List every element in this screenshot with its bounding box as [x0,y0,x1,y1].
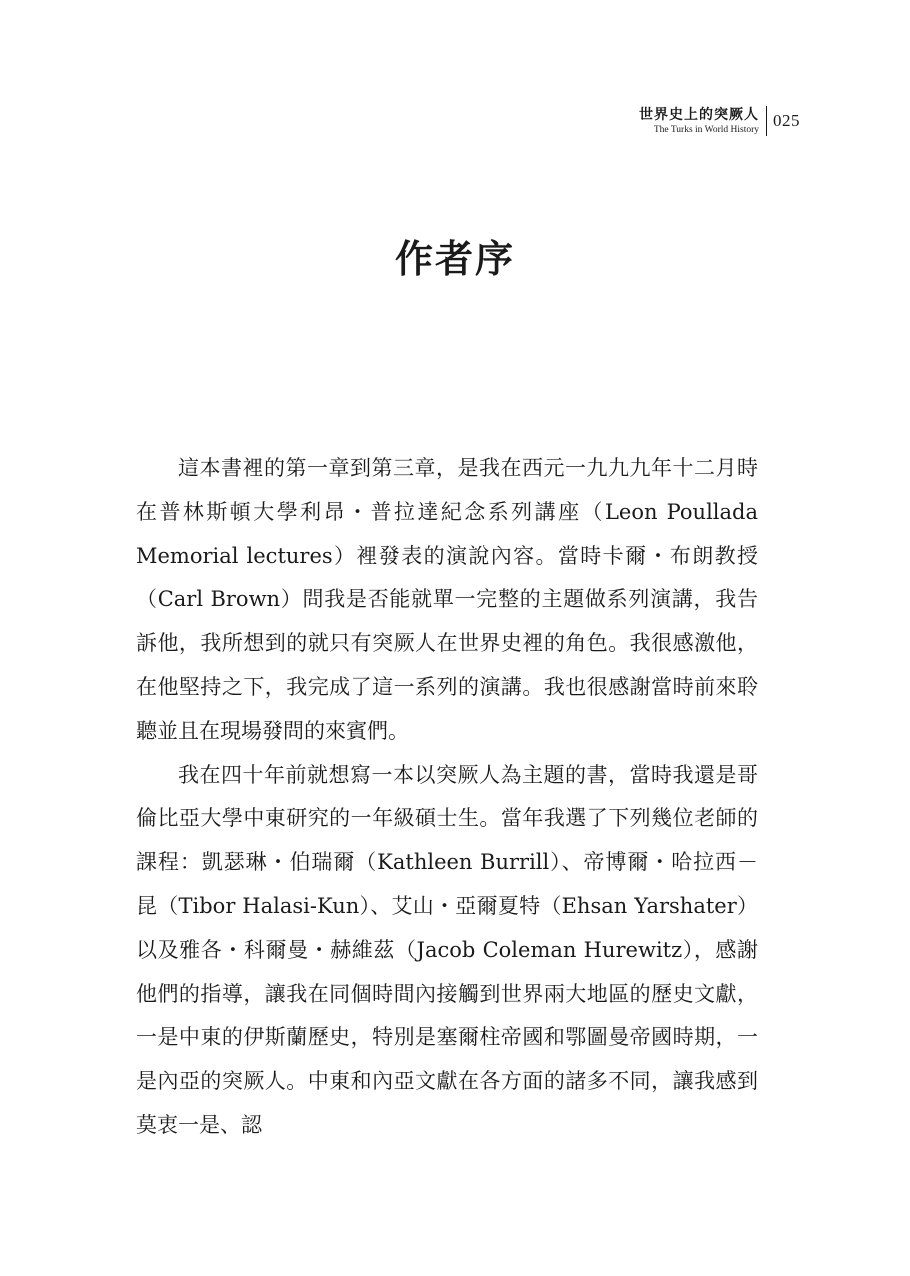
paragraph-1: 這本書裡的第一章到第三章，是我在西元一九九九年十二月時在普林斯頓大學利昂・普拉達紀念系列講座（Leon Poullada Memorial lectures）裡發表的演說內容。當時卡爾・布朗教授（Carl Brown）問我是否能就單一完整的主題做系列演講，我告訴他，我所想到的就只有突厥人在世界史裡的角色。我很感激他，在他堅持之下，我完成了這一系列的演講。我也很感謝當時前來聆聽並且在現場發問的來賓們。 [136,456,758,743]
chapter-title: 作者序 [394,236,515,281]
running-header [639,106,800,136]
book-title-chinese: 世界史上的突厥人 [639,107,759,123]
page-number: 025 [773,111,800,130]
paragraph-2: 我在四十年前就想寫一本以突厥人為主題的書，當時我還是哥倫比亞大學中東研究的一年級碩士生。當年我選了下列幾位老師的課程：凱瑟琳・伯瑞爾（Kathleen Burrill）、帝博爾・哈拉西－昆（Tibor Halasi-Kun）、艾山・亞爾夏特（Ehsan Yarshater）以及雅各・科爾曼・赫維茲（Jacob Coleman Hurewitz），感謝他們的指導，讓我在同個時間內接觸到世界兩大地區的歷史文獻，一是中東的伊斯蘭歷史，特別是塞爾柱帝國和鄂圖曼帝國時期，一是內亞的突厥人。中東和內亞文獻在各方面的諸多不同，讓我感到莫衷一是、認 [136,762,758,1137]
body-text [136,447,758,1148]
book-title-english: The Turks in World History [653,125,759,135]
book-title-block [639,106,767,136]
